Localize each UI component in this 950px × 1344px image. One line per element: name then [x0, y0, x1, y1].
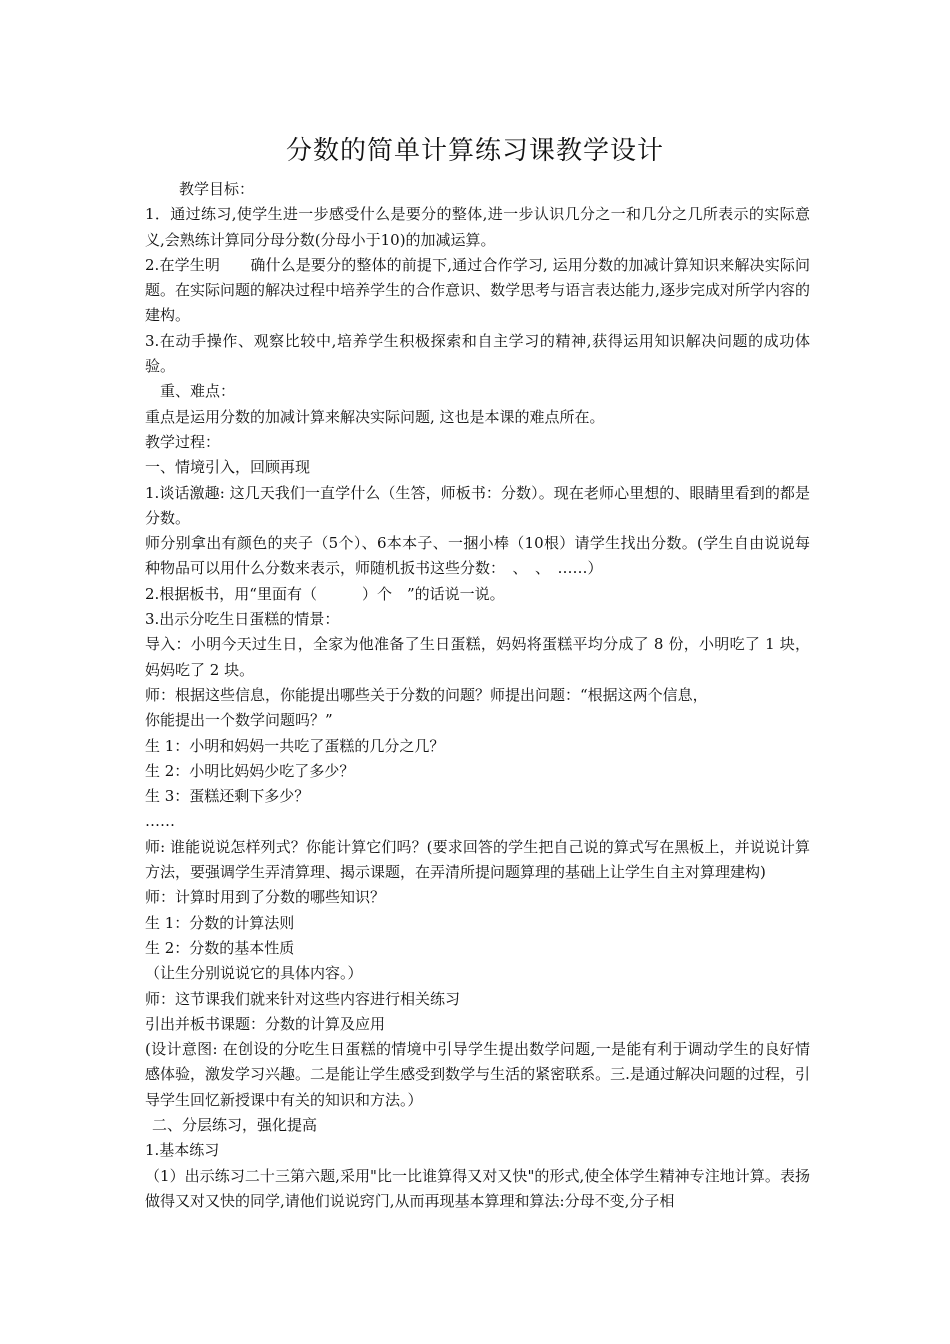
document-body	[145, 177, 810, 1214]
paragraph: 1.谈话激趣: 这几天我们一直学什么（生答，师板书：分数）。现在老师心里想的、眼睛里看到的都是分数。	[145, 483, 810, 527]
paragraph: 你能提出一个数学问题吗？”	[145, 711, 333, 730]
paragraph: 生 1：分数的计算法则	[145, 913, 295, 932]
paragraph: 教学过程：	[145, 432, 221, 451]
paragraph: 生 2：分数的基本性质	[145, 938, 295, 957]
paragraph: （1）出示练习二十三第六题,采用"比一比谁算得又对又快"的形式,使全体学生精神专注地计算。表扬做得又对又快的同学,请他们说说窍门,从而再现基本算理和算法:分母不变,分子相	[145, 1166, 810, 1210]
paragraph: ……	[145, 812, 175, 831]
paragraph: 1.基本练习	[145, 1141, 220, 1160]
paragraph: 师分别拿出有颜色的夹子（5个）、6本本子、一捆小棒（10根）请学生找出分数。(学生自由说说每种物品可以用什么分数来表示，师随机扳书这些分数： 、 、 ……）	[145, 534, 810, 578]
paragraph: 师：根据这些信息，你能提出哪些关于分数的问题？师提出问题：“根据这两个信息，	[145, 685, 708, 704]
paragraph: 2.根据板书，用“里面有（ ）个 ”的话说一说。	[145, 584, 505, 603]
paragraph: 重、难点：	[160, 382, 236, 401]
paragraph: 重点是运用分数的加减计算来解决实际问题, 这也是本课的难点所在。	[145, 407, 605, 426]
paragraph: 引出并板书课题：分数的计算及应用	[145, 1014, 386, 1033]
paragraph: (设计意图: 在创设的分吃生日蛋糕的情境中引导学生提出数学问题,一是能有利于调动学生的良好情感体验，激发学习兴趣。二是能让学生感受到数学与生活的紧密联系。三.是通过解决问题的过程，引导学生回忆新授课中有关的知识和方法。）	[145, 1040, 810, 1109]
paragraph: 3.出示分吃生日蛋糕的情景：	[145, 610, 340, 629]
paragraph: 教学目标：	[179, 180, 255, 198]
paragraph: 导入：小明今天过生日，全家为他准备了生日蛋糕，妈妈将蛋糕平均分成了 8 份，小明吃了 1 块，妈妈吃了 2 块。	[145, 635, 810, 679]
paragraph: 二、分层练习，强化提高	[152, 1115, 318, 1134]
paragraph: 生 2：小明比妈妈少吃了多少？	[145, 761, 355, 780]
paragraph: 生 3：蛋糕还剩下多少？	[145, 787, 310, 806]
paragraph: 1．通过练习,使学生进一步感受什么是要分的整体,进一步认识几分之一和几分之几所表示的实际意义,会熟练计算同分母分数(分母小于10)的加减运算。	[145, 205, 810, 249]
paragraph: 2.在学生明 确什么是要分的整体的前提下,通过合作学习, 运用分数的加减计算知识来解决实际问题。在实际问题的解决过程中培养学生的合作意识、数学思考与语言表达能力,逐步完成对所学内容的建构。	[145, 255, 810, 325]
paragraph: 生 1：小明和妈妈一共吃了蛋糕的几分之几？	[145, 736, 445, 755]
paragraph: 师: 谁能说说怎样列式？你能计算它们吗？(要求回答的学生把自己说的算式写在黑板上，并说说计算方法，要强调学生弄清算理、揭示课题，在弄清所提问题算理的基础上让学生自主对算理建构)	[145, 837, 810, 882]
paragraph: 一、情境引入，回顾再现	[145, 458, 311, 477]
paragraph: 3.在动手操作、观察比较中,培养学生积极探索和自主学习的精神,获得运用知识解决问题的成功体验。	[145, 331, 810, 376]
paragraph: 师：计算时用到了分数的哪些知识？	[145, 888, 386, 907]
document-title: 分数的简单计算练习课教学设计	[285, 136, 664, 166]
paragraph: （让生分别说说它的具体内容。）	[145, 964, 363, 983]
paragraph: 师：这节课我们就来针对这些内容进行相关练习	[145, 989, 461, 1008]
